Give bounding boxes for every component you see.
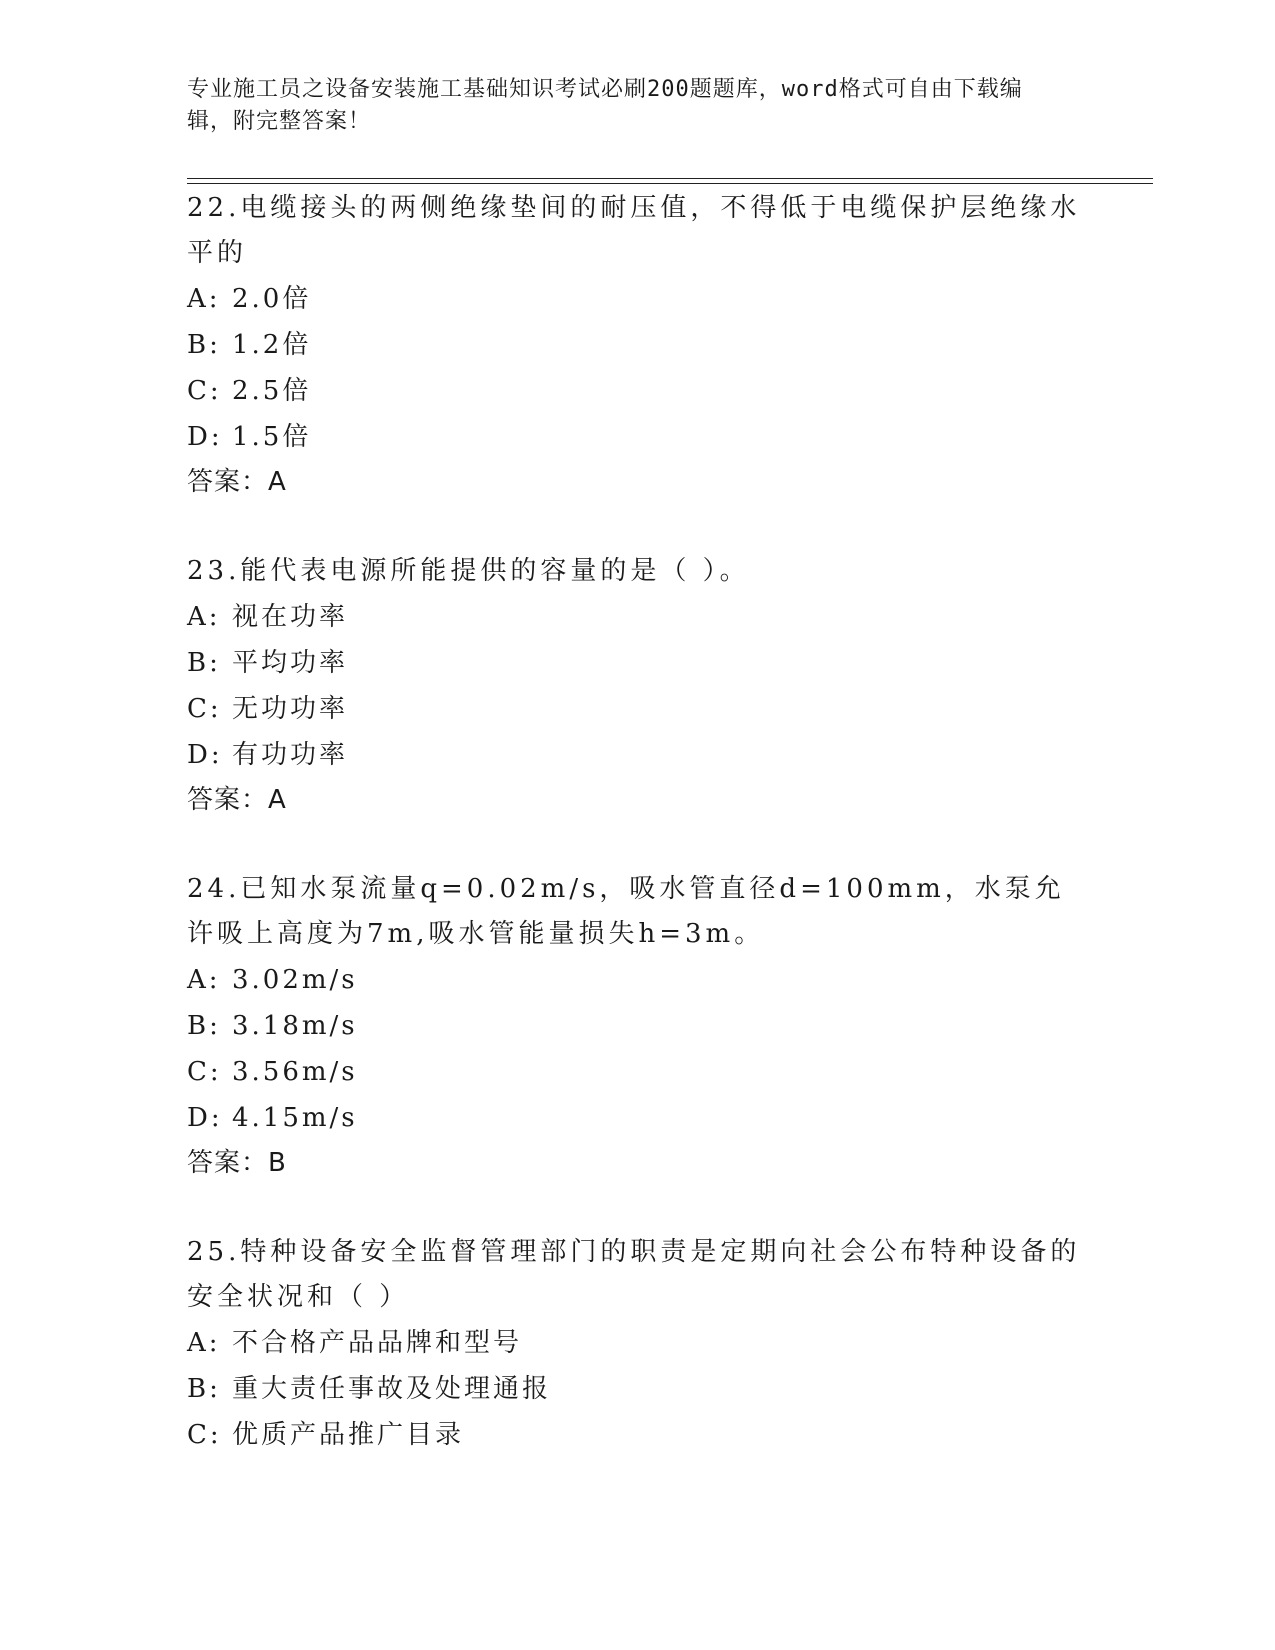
option-c [187, 1412, 1087, 1458]
option-key: D: [187, 1103, 223, 1133]
option-key: B: [187, 648, 221, 678]
option-text: 3.18m/s [232, 1011, 358, 1041]
option-d [187, 732, 1087, 778]
option-key: B: [187, 1374, 221, 1404]
option-a [187, 1320, 1087, 1366]
question-22 [187, 186, 1087, 505]
question-stem: 23.能代表电源所能提供的容量的是（ ）。 [187, 556, 750, 586]
option-b [187, 1366, 1087, 1412]
option-text: 2.0倍 [232, 284, 312, 314]
option-key: C: [187, 376, 222, 406]
question-stem: 24.已知水泵流量q=0.02m/s，吸水管直径d=100mm，水泵允许吸上高度为7m,吸水管能量损失h=3m。 [187, 874, 1065, 949]
option-b [187, 640, 1087, 686]
option-c [187, 1049, 1087, 1095]
option-b [187, 1003, 1087, 1049]
option-c [187, 686, 1087, 732]
option-key: C: [187, 1420, 222, 1450]
option-text: 1.2倍 [232, 330, 312, 360]
option-text: 有功功率 [232, 740, 349, 770]
option-text: 3.02m/s [232, 965, 358, 995]
question-gap [187, 840, 1087, 867]
option-key: B: [187, 330, 221, 360]
option-d [187, 1095, 1087, 1141]
answer-line: 答案：A [187, 467, 287, 497]
option-key: A: [187, 602, 221, 632]
option-b [187, 322, 1087, 368]
option-key: A: [187, 284, 221, 314]
option-key: D: [187, 422, 223, 452]
option-key: C: [187, 1057, 222, 1087]
option-text: 优质产品推广目录 [232, 1420, 465, 1450]
option-key: B: [187, 1011, 221, 1041]
option-key: A: [187, 1328, 221, 1358]
option-key: D: [187, 740, 223, 770]
option-a [187, 957, 1087, 1003]
option-text: 4.15m/s [232, 1103, 358, 1133]
question-stem: 22.电缆接头的两侧绝缘垫间的耐压值，不得低于电缆保护层绝缘水平的 [187, 193, 1081, 268]
option-text: 视在功率 [232, 602, 349, 632]
option-c [187, 368, 1087, 414]
option-d [187, 414, 1087, 460]
question-24 [187, 867, 1087, 1186]
option-text: 2.5倍 [232, 376, 312, 406]
question-list [187, 186, 1087, 1475]
option-a [187, 276, 1087, 322]
question-stem: 25.特种设备安全监督管理部门的职责是定期向社会公布特种设备的安全状况和（ ） [187, 1237, 1081, 1312]
option-text: 3.56m/s [232, 1057, 358, 1087]
option-text: 平均功率 [232, 648, 349, 678]
answer-line: 答案：B [187, 1148, 287, 1178]
option-text: 重大责任事故及处理通报 [232, 1374, 552, 1404]
header-divider-top [187, 178, 1153, 179]
option-key: C: [187, 694, 222, 724]
question-gap [187, 522, 1087, 549]
option-key: A: [187, 965, 221, 995]
option-text: 不合格产品品牌和型号 [232, 1328, 523, 1358]
header-divider-bottom [187, 183, 1153, 184]
option-text: 无功功率 [232, 694, 349, 724]
option-a [187, 594, 1087, 640]
option-text: 1.5倍 [232, 422, 312, 452]
question-25 [187, 1230, 1087, 1458]
document-header: 专业施工员之设备安装施工基础知识考试必刷200题题库，word格式可自由下载编辑，附完整答案！ [187, 77, 1023, 134]
answer-line: 答案：A [187, 785, 287, 815]
question-23 [187, 549, 1087, 823]
question-gap [187, 1203, 1087, 1230]
